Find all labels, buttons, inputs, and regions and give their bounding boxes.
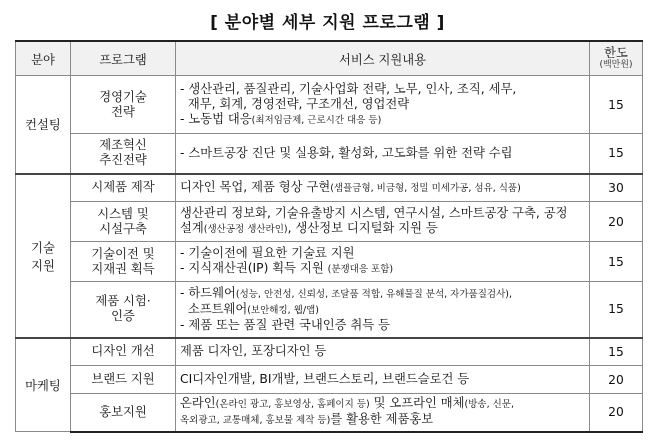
limit-cell: 30 bbox=[590, 174, 643, 202]
service-line bbox=[180, 146, 585, 161]
service-cell bbox=[176, 134, 590, 174]
table-row bbox=[16, 338, 643, 366]
table-row bbox=[16, 174, 643, 202]
limit-cell: 15 bbox=[590, 338, 643, 366]
service-text: 를 활용한 제품홍보 bbox=[330, 412, 434, 427]
table-row bbox=[16, 242, 643, 282]
service-text: - 기술이전에 필요한 기술료 지원 bbox=[180, 246, 355, 260]
program-line: 홍보지원 bbox=[99, 404, 147, 419]
service-line bbox=[180, 344, 585, 359]
service-cell bbox=[176, 394, 590, 432]
header-program: 프로그램 bbox=[71, 41, 176, 76]
service-note: (샘플금형, 비금형, 정밀 미세가공, 섬유, 식품) bbox=[330, 182, 521, 194]
service-cell bbox=[176, 76, 590, 134]
service-note: (온라인 광고, 홍보영상, 홈페이지 등) bbox=[215, 399, 370, 411]
limit-cell: 15 bbox=[590, 134, 643, 174]
service-text: 재무, 회계, 경영전략, 구조개선, 영업전략 bbox=[180, 96, 410, 111]
program-line: 시제품 제작 bbox=[91, 180, 155, 195]
service-text: - 생산관리, 품질관리, 기술사업화 전략, 노무, 인사, 조직, 세무, bbox=[180, 81, 517, 96]
service-line bbox=[180, 97, 585, 112]
service-text: 및 오프라인 매체 bbox=[369, 396, 465, 411]
limit-cell: 20 bbox=[590, 366, 643, 394]
service-line bbox=[180, 221, 585, 237]
table-row bbox=[16, 134, 643, 174]
service-text: - 스마트공장 진단 및 실용화, 활성화, 고도화를 위한 전략 수립 bbox=[180, 145, 513, 160]
category-cell: 컨설팅 bbox=[16, 76, 71, 174]
service-cell bbox=[176, 174, 590, 202]
service-cell bbox=[176, 242, 590, 282]
header-limit-label: 한도 bbox=[604, 45, 628, 60]
category-line: 지원 bbox=[31, 258, 55, 273]
service-text: - 노동법 대응 bbox=[180, 111, 252, 126]
program-cell bbox=[71, 76, 176, 134]
table-row bbox=[16, 76, 643, 134]
table-row bbox=[16, 394, 643, 432]
program-cell bbox=[71, 134, 176, 174]
service-line bbox=[180, 246, 585, 261]
program-cell bbox=[71, 338, 176, 366]
service-line bbox=[180, 302, 585, 318]
service-text: 생산관리 정보화, 기술유출방지 시스템, 연구시설, 스마트공장 구축, 공정 bbox=[180, 206, 568, 220]
program-line: 제품 시험· bbox=[95, 294, 151, 309]
service-line bbox=[180, 82, 585, 97]
program-line: 경영기술 bbox=[99, 89, 147, 104]
support-program-table bbox=[15, 40, 643, 433]
limit-cell: 15 bbox=[590, 282, 643, 338]
service-text: , 생산정보 디지털화 지원 등 bbox=[287, 221, 438, 235]
program-cell bbox=[71, 174, 176, 202]
service-text: CI디자인개발, BI개발, 브랜드스토리, 브랜드슬로건 등 bbox=[180, 372, 470, 386]
service-note: (생산공정 생산라인) bbox=[203, 224, 288, 235]
program-line: 제조혁신 bbox=[99, 138, 147, 153]
service-text: - 제품 또는 품질 관련 국내인증 취득 등 bbox=[180, 317, 390, 332]
program-cell bbox=[71, 202, 176, 242]
service-cell bbox=[176, 366, 590, 394]
program-cell bbox=[71, 242, 176, 282]
table-header-row bbox=[16, 41, 643, 76]
limit-cell: 15 bbox=[590, 76, 643, 134]
service-cell bbox=[176, 338, 590, 366]
service-cell bbox=[176, 282, 590, 338]
service-cell bbox=[176, 202, 590, 242]
service-line bbox=[180, 112, 585, 128]
program-cell bbox=[71, 282, 176, 338]
service-text: 설계 bbox=[180, 221, 204, 235]
program-line: 디자인 개선 bbox=[91, 344, 155, 359]
service-line bbox=[180, 261, 585, 277]
service-line bbox=[180, 412, 585, 428]
limit-cell: 20 bbox=[590, 202, 643, 242]
service-text: 디자인 목업, 제품 형상 구현 bbox=[180, 179, 331, 194]
service-line bbox=[180, 286, 585, 302]
service-note: (방송, 신문, bbox=[464, 399, 515, 411]
program-line: 시설구축 bbox=[99, 221, 147, 236]
service-note: 옥외광고, 교통매체, 홍보물 제작 등) bbox=[180, 415, 331, 427]
limit-cell: 20 bbox=[590, 394, 643, 432]
table-row bbox=[16, 202, 643, 242]
service-line bbox=[180, 318, 585, 333]
service-text: - 하드웨어 bbox=[180, 285, 236, 300]
program-line: 지재권 획득 bbox=[91, 261, 155, 276]
program-line: 기술이전 및 bbox=[91, 246, 155, 261]
service-line bbox=[180, 372, 585, 387]
program-line: 시스템 및 bbox=[97, 206, 149, 221]
header-category: 분야 bbox=[16, 41, 71, 76]
service-text: 온라인 bbox=[180, 396, 216, 411]
page-title: [ 분야별 세부 지원 프로그램 ] bbox=[210, 13, 445, 33]
header-service: 서비스 지원내용 bbox=[176, 41, 590, 76]
service-note: (보안해킹, 웹/앱) bbox=[247, 304, 319, 316]
header-limit-unit: (백만원) bbox=[599, 59, 633, 70]
table-row bbox=[16, 366, 643, 394]
program-cell bbox=[71, 366, 176, 394]
service-line bbox=[180, 396, 585, 412]
service-text: 소프트웨어 bbox=[180, 301, 248, 316]
program-cell bbox=[71, 394, 176, 432]
service-line bbox=[180, 206, 585, 221]
service-line bbox=[180, 180, 585, 196]
table-row bbox=[16, 282, 643, 338]
service-note: (성능, 안전성, 신뢰성, 조달품 적합, 유해물질 분석, 자가품질검사), bbox=[235, 288, 512, 300]
category-line: 기술 bbox=[31, 240, 55, 255]
service-text: - 지식재산권(IP) 획득 지원 bbox=[180, 261, 328, 275]
service-text: 제품 디자인, 포장디자인 등 bbox=[180, 344, 327, 359]
program-line: 전략 bbox=[111, 104, 135, 119]
service-note: (분쟁대응 포함) bbox=[327, 264, 394, 275]
category-cell: 마케팅 bbox=[16, 338, 71, 432]
program-line: 추진전략 bbox=[99, 153, 147, 168]
service-note: (최저임금제, 근로시간 대응 등) bbox=[251, 114, 382, 126]
category-cell bbox=[16, 174, 71, 338]
header-limit bbox=[590, 41, 643, 76]
program-line: 브랜드 지원 bbox=[91, 372, 155, 386]
program-line: 인증 bbox=[111, 309, 135, 324]
limit-cell: 15 bbox=[590, 242, 643, 282]
